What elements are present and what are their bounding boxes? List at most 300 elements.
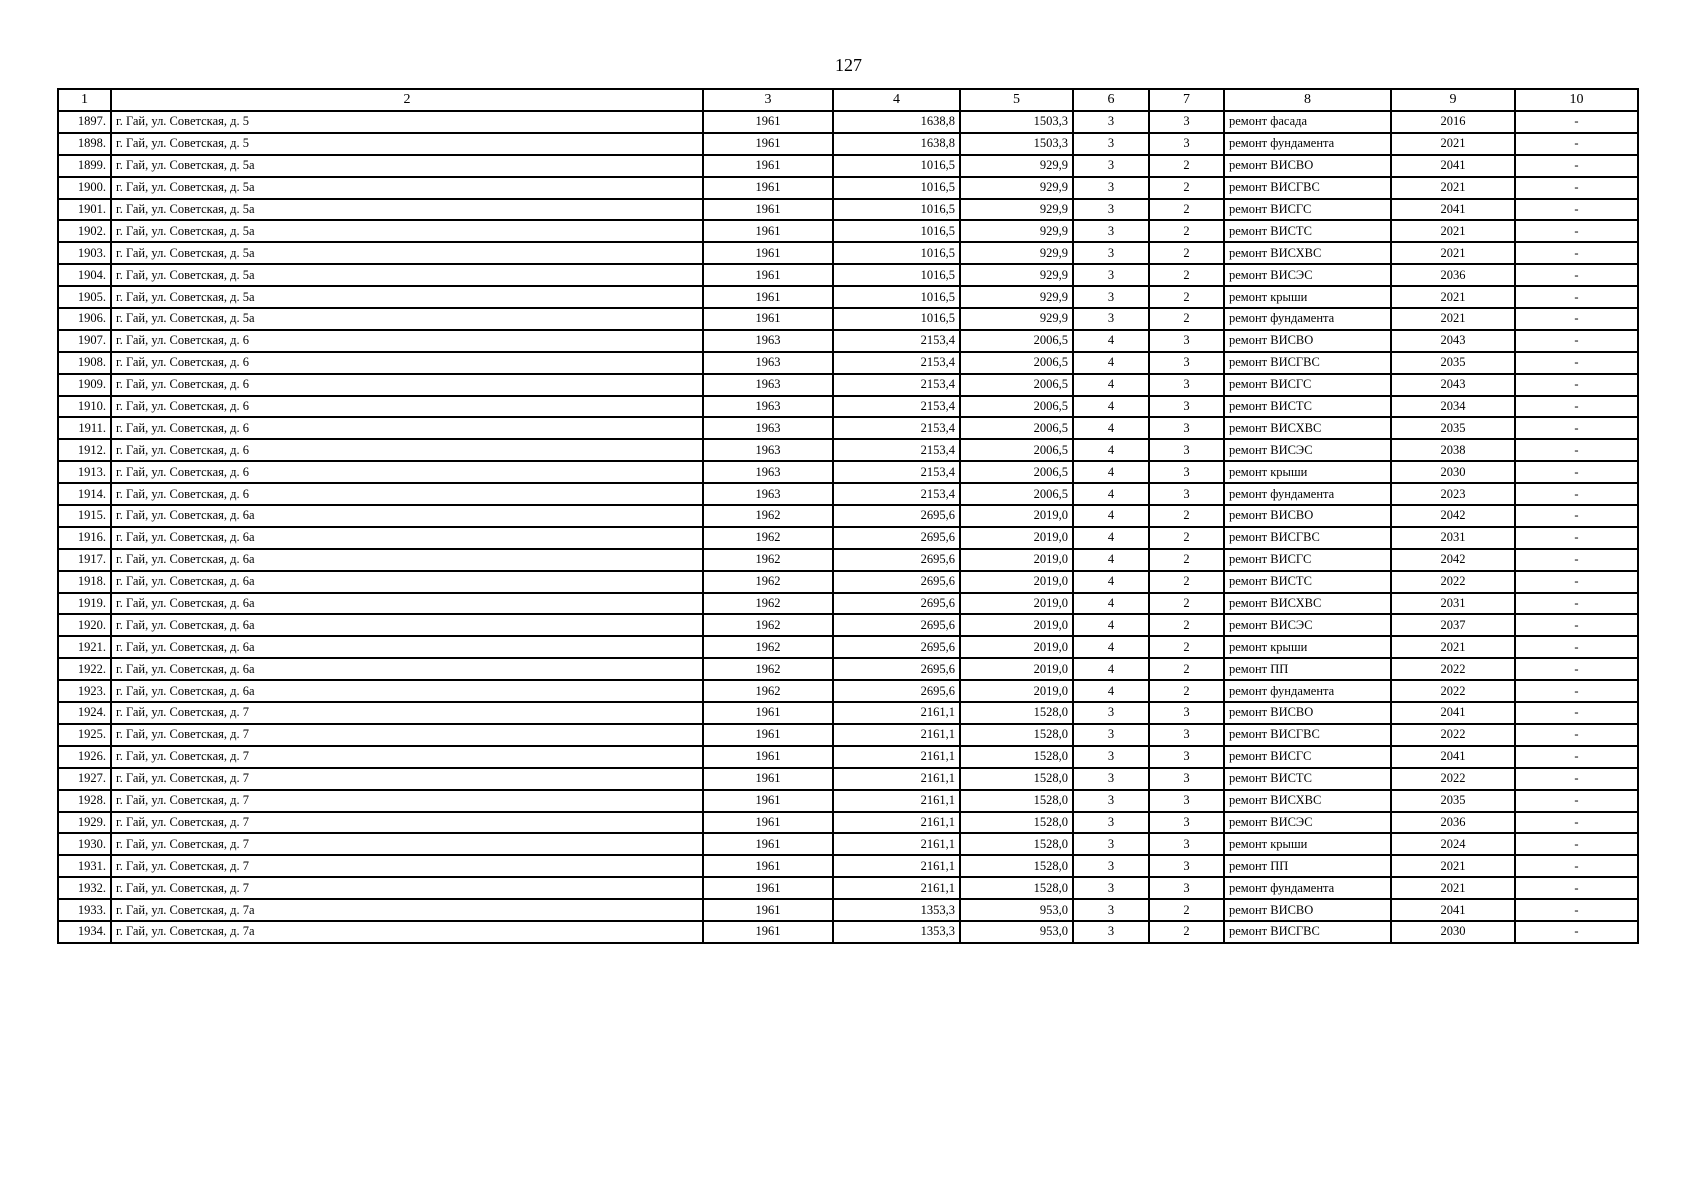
table-row xyxy=(58,527,1638,549)
row-number-cell: 1929. xyxy=(58,812,111,834)
planned-year-cell: 2021 xyxy=(1391,286,1515,308)
living-area-cell: 1528,0 xyxy=(960,812,1073,834)
floors-cell: 3 xyxy=(1073,133,1149,155)
row-number-cell: 1919. xyxy=(58,593,111,615)
row-number-cell: 1904. xyxy=(58,264,111,286)
floors-cell: 4 xyxy=(1073,549,1149,571)
address-cell: г. Гай, ул. Советская, д. 6а xyxy=(111,549,703,571)
address-cell: г. Гай, ул. Советская, д. 5а xyxy=(111,264,703,286)
work-type-cell: ремонт фундамента xyxy=(1224,133,1391,155)
note-cell: - xyxy=(1515,220,1638,242)
living-area-cell: 2019,0 xyxy=(960,680,1073,702)
row-number-cell: 1908. xyxy=(58,352,111,374)
row-number-cell: 1931. xyxy=(58,855,111,877)
planned-year-cell: 2041 xyxy=(1391,155,1515,177)
living-area-cell: 2019,0 xyxy=(960,505,1073,527)
entrances-cell: 3 xyxy=(1149,855,1224,877)
living-area-cell: 929,9 xyxy=(960,264,1073,286)
address-cell: г. Гай, ул. Советская, д. 6 xyxy=(111,396,703,418)
entrances-cell: 2 xyxy=(1149,199,1224,221)
note-cell: - xyxy=(1515,527,1638,549)
year-built-cell: 1962 xyxy=(703,658,833,680)
floors-cell: 3 xyxy=(1073,724,1149,746)
table-row xyxy=(58,833,1638,855)
address-cell: г. Гай, ул. Советская, д. 5а xyxy=(111,286,703,308)
living-area-cell: 2006,5 xyxy=(960,330,1073,352)
year-built-cell: 1961 xyxy=(703,921,833,943)
total-area-cell: 2695,6 xyxy=(833,549,960,571)
table-row xyxy=(58,111,1638,133)
year-built-cell: 1961 xyxy=(703,746,833,768)
note-cell: - xyxy=(1515,177,1638,199)
planned-year-cell: 2022 xyxy=(1391,658,1515,680)
floors-cell: 4 xyxy=(1073,396,1149,418)
row-number-cell: 1910. xyxy=(58,396,111,418)
column-header: 5 xyxy=(960,89,1073,111)
total-area-cell: 2153,4 xyxy=(833,461,960,483)
year-built-cell: 1961 xyxy=(703,308,833,330)
address-cell: г. Гай, ул. Советская, д. 6 xyxy=(111,461,703,483)
work-type-cell: ремонт ВИСГС xyxy=(1224,549,1391,571)
entrances-cell: 2 xyxy=(1149,286,1224,308)
row-number-cell: 1934. xyxy=(58,921,111,943)
row-number-cell: 1932. xyxy=(58,877,111,899)
living-area-cell: 2006,5 xyxy=(960,439,1073,461)
living-area-cell: 2019,0 xyxy=(960,527,1073,549)
row-number-cell: 1897. xyxy=(58,111,111,133)
row-number-cell: 1900. xyxy=(58,177,111,199)
living-area-cell: 1528,0 xyxy=(960,768,1073,790)
living-area-cell: 2006,5 xyxy=(960,461,1073,483)
living-area-cell: 2006,5 xyxy=(960,417,1073,439)
address-cell: г. Гай, ул. Советская, д. 6а xyxy=(111,527,703,549)
row-number-cell: 1898. xyxy=(58,133,111,155)
total-area-cell: 1016,5 xyxy=(833,286,960,308)
entrances-cell: 3 xyxy=(1149,746,1224,768)
table-body xyxy=(58,111,1638,943)
planned-year-cell: 2030 xyxy=(1391,921,1515,943)
year-built-cell: 1961 xyxy=(703,199,833,221)
row-number-cell: 1915. xyxy=(58,505,111,527)
note-cell: - xyxy=(1515,396,1638,418)
total-area-cell: 2153,4 xyxy=(833,439,960,461)
living-area-cell: 953,0 xyxy=(960,899,1073,921)
planned-year-cell: 2016 xyxy=(1391,111,1515,133)
address-cell: г. Гай, ул. Советская, д. 6 xyxy=(111,352,703,374)
work-type-cell: ремонт крыши xyxy=(1224,286,1391,308)
table-row xyxy=(58,220,1638,242)
floors-cell: 3 xyxy=(1073,220,1149,242)
year-built-cell: 1962 xyxy=(703,571,833,593)
table-row xyxy=(58,658,1638,680)
table-row xyxy=(58,636,1638,658)
living-area-cell: 2006,5 xyxy=(960,352,1073,374)
row-number-cell: 1920. xyxy=(58,614,111,636)
note-cell: - xyxy=(1515,549,1638,571)
entrances-cell: 3 xyxy=(1149,724,1224,746)
year-built-cell: 1963 xyxy=(703,330,833,352)
entrances-cell: 3 xyxy=(1149,133,1224,155)
column-header: 3 xyxy=(703,89,833,111)
address-cell: г. Гай, ул. Советская, д. 5а xyxy=(111,220,703,242)
table-row xyxy=(58,461,1638,483)
year-built-cell: 1961 xyxy=(703,286,833,308)
note-cell: - xyxy=(1515,593,1638,615)
entrances-cell: 3 xyxy=(1149,768,1224,790)
year-built-cell: 1961 xyxy=(703,899,833,921)
total-area-cell: 2153,4 xyxy=(833,417,960,439)
planned-year-cell: 2021 xyxy=(1391,220,1515,242)
table-row xyxy=(58,374,1638,396)
note-cell: - xyxy=(1515,855,1638,877)
living-area-cell: 1528,0 xyxy=(960,702,1073,724)
table-row xyxy=(58,593,1638,615)
row-number-cell: 1901. xyxy=(58,199,111,221)
row-number-cell: 1930. xyxy=(58,833,111,855)
column-header: 10 xyxy=(1515,89,1638,111)
planned-year-cell: 2041 xyxy=(1391,899,1515,921)
floors-cell: 3 xyxy=(1073,855,1149,877)
entrances-cell: 2 xyxy=(1149,527,1224,549)
work-type-cell: ремонт ВИСВО xyxy=(1224,505,1391,527)
address-cell: г. Гай, ул. Советская, д. 5а xyxy=(111,155,703,177)
planned-year-cell: 2041 xyxy=(1391,702,1515,724)
address-cell: г. Гай, ул. Советская, д. 7 xyxy=(111,724,703,746)
work-type-cell: ремонт ВИСГВС xyxy=(1224,352,1391,374)
total-area-cell: 2153,4 xyxy=(833,396,960,418)
address-cell: г. Гай, ул. Советская, д. 7 xyxy=(111,746,703,768)
entrances-cell: 2 xyxy=(1149,899,1224,921)
entrances-cell: 2 xyxy=(1149,658,1224,680)
work-type-cell: ремонт ВИСТС xyxy=(1224,571,1391,593)
table-row xyxy=(58,439,1638,461)
floors-cell: 3 xyxy=(1073,242,1149,264)
column-header: 1 xyxy=(58,89,111,111)
work-type-cell: ремонт ВИСХВС xyxy=(1224,790,1391,812)
work-type-cell: ремонт ВИСВО xyxy=(1224,155,1391,177)
row-number-cell: 1921. xyxy=(58,636,111,658)
planned-year-cell: 2035 xyxy=(1391,352,1515,374)
entrances-cell: 3 xyxy=(1149,877,1224,899)
entrances-cell: 2 xyxy=(1149,921,1224,943)
floors-cell: 3 xyxy=(1073,702,1149,724)
floors-cell: 3 xyxy=(1073,264,1149,286)
entrances-cell: 2 xyxy=(1149,242,1224,264)
entrances-cell: 3 xyxy=(1149,812,1224,834)
total-area-cell: 1353,3 xyxy=(833,921,960,943)
table-row xyxy=(58,242,1638,264)
planned-year-cell: 2021 xyxy=(1391,636,1515,658)
floors-cell: 3 xyxy=(1073,286,1149,308)
floors-cell: 3 xyxy=(1073,308,1149,330)
floors-cell: 4 xyxy=(1073,571,1149,593)
living-area-cell: 929,9 xyxy=(960,155,1073,177)
floors-cell: 4 xyxy=(1073,439,1149,461)
entrances-cell: 2 xyxy=(1149,636,1224,658)
table-row xyxy=(58,308,1638,330)
planned-year-cell: 2024 xyxy=(1391,833,1515,855)
entrances-cell: 2 xyxy=(1149,614,1224,636)
floors-cell: 3 xyxy=(1073,921,1149,943)
note-cell: - xyxy=(1515,724,1638,746)
total-area-cell: 2695,6 xyxy=(833,680,960,702)
entrances-cell: 2 xyxy=(1149,549,1224,571)
planned-year-cell: 2043 xyxy=(1391,374,1515,396)
column-header: 9 xyxy=(1391,89,1515,111)
row-number-cell: 1909. xyxy=(58,374,111,396)
floors-cell: 4 xyxy=(1073,680,1149,702)
year-built-cell: 1963 xyxy=(703,439,833,461)
note-cell: - xyxy=(1515,921,1638,943)
total-area-cell: 2695,6 xyxy=(833,527,960,549)
total-area-cell: 1016,5 xyxy=(833,242,960,264)
row-number-cell: 1906. xyxy=(58,308,111,330)
floors-cell: 3 xyxy=(1073,768,1149,790)
total-area-cell: 2161,1 xyxy=(833,855,960,877)
note-cell: - xyxy=(1515,658,1638,680)
planned-year-cell: 2035 xyxy=(1391,417,1515,439)
entrances-cell: 2 xyxy=(1149,220,1224,242)
address-cell: г. Гай, ул. Советская, д. 7а xyxy=(111,921,703,943)
address-cell: г. Гай, ул. Советская, д. 7 xyxy=(111,768,703,790)
note-cell: - xyxy=(1515,746,1638,768)
address-cell: г. Гай, ул. Советская, д. 6 xyxy=(111,439,703,461)
table-row xyxy=(58,177,1638,199)
entrances-cell: 3 xyxy=(1149,833,1224,855)
total-area-cell: 2695,6 xyxy=(833,658,960,680)
address-cell: г. Гай, ул. Советская, д. 5а xyxy=(111,242,703,264)
year-built-cell: 1961 xyxy=(703,855,833,877)
row-number-cell: 1928. xyxy=(58,790,111,812)
total-area-cell: 2161,1 xyxy=(833,768,960,790)
table-row xyxy=(58,396,1638,418)
work-type-cell: ремонт ВИСТС xyxy=(1224,396,1391,418)
row-number-cell: 1912. xyxy=(58,439,111,461)
entrances-cell: 3 xyxy=(1149,790,1224,812)
planned-year-cell: 2021 xyxy=(1391,242,1515,264)
note-cell: - xyxy=(1515,680,1638,702)
table-row xyxy=(58,614,1638,636)
year-built-cell: 1962 xyxy=(703,527,833,549)
table-row xyxy=(58,724,1638,746)
work-type-cell: ремонт фундамента xyxy=(1224,680,1391,702)
living-area-cell: 1528,0 xyxy=(960,833,1073,855)
total-area-cell: 1016,5 xyxy=(833,220,960,242)
note-cell: - xyxy=(1515,483,1638,505)
floors-cell: 3 xyxy=(1073,812,1149,834)
row-number-cell: 1907. xyxy=(58,330,111,352)
total-area-cell: 1016,5 xyxy=(833,177,960,199)
table-row xyxy=(58,264,1638,286)
note-cell: - xyxy=(1515,242,1638,264)
table-row xyxy=(58,417,1638,439)
living-area-cell: 2006,5 xyxy=(960,483,1073,505)
entrances-cell: 3 xyxy=(1149,483,1224,505)
entrances-cell: 2 xyxy=(1149,308,1224,330)
total-area-cell: 2153,4 xyxy=(833,483,960,505)
floors-cell: 3 xyxy=(1073,899,1149,921)
floors-cell: 4 xyxy=(1073,352,1149,374)
work-type-cell: ремонт фундамента xyxy=(1224,877,1391,899)
note-cell: - xyxy=(1515,330,1638,352)
address-cell: г. Гай, ул. Советская, д. 7 xyxy=(111,877,703,899)
table-row xyxy=(58,133,1638,155)
table-row xyxy=(58,505,1638,527)
note-cell: - xyxy=(1515,439,1638,461)
planned-year-cell: 2023 xyxy=(1391,483,1515,505)
row-number-cell: 1911. xyxy=(58,417,111,439)
address-cell: г. Гай, ул. Советская, д. 6а xyxy=(111,505,703,527)
planned-year-cell: 2034 xyxy=(1391,396,1515,418)
note-cell: - xyxy=(1515,308,1638,330)
entrances-cell: 3 xyxy=(1149,396,1224,418)
planned-year-cell: 2041 xyxy=(1391,746,1515,768)
floors-cell: 4 xyxy=(1073,330,1149,352)
entrances-cell: 2 xyxy=(1149,177,1224,199)
year-built-cell: 1961 xyxy=(703,768,833,790)
living-area-cell: 2019,0 xyxy=(960,636,1073,658)
work-type-cell: ремонт ВИСГВС xyxy=(1224,921,1391,943)
table-row xyxy=(58,155,1638,177)
row-number-cell: 1918. xyxy=(58,571,111,593)
floors-cell: 4 xyxy=(1073,658,1149,680)
year-built-cell: 1962 xyxy=(703,549,833,571)
row-number-cell: 1917. xyxy=(58,549,111,571)
address-cell: г. Гай, ул. Советская, д. 6а xyxy=(111,614,703,636)
living-area-cell: 929,9 xyxy=(960,177,1073,199)
work-type-cell: ремонт крыши xyxy=(1224,461,1391,483)
work-type-cell: ремонт ВИСХВС xyxy=(1224,593,1391,615)
floors-cell: 4 xyxy=(1073,636,1149,658)
address-cell: г. Гай, ул. Советская, д. 5 xyxy=(111,133,703,155)
floors-cell: 3 xyxy=(1073,833,1149,855)
entrances-cell: 3 xyxy=(1149,330,1224,352)
work-type-cell: ремонт ВИСГВС xyxy=(1224,177,1391,199)
address-cell: г. Гай, ул. Советская, д. 5а xyxy=(111,308,703,330)
work-type-cell: ремонт ВИСГВС xyxy=(1224,527,1391,549)
work-type-cell: ремонт ВИСВО xyxy=(1224,330,1391,352)
table-row xyxy=(58,330,1638,352)
entrances-cell: 3 xyxy=(1149,374,1224,396)
floors-cell: 3 xyxy=(1073,155,1149,177)
table-row xyxy=(58,768,1638,790)
work-type-cell: ремонт ВИСГС xyxy=(1224,199,1391,221)
floors-cell: 3 xyxy=(1073,177,1149,199)
planned-year-cell: 2021 xyxy=(1391,308,1515,330)
row-number-cell: 1933. xyxy=(58,899,111,921)
entrances-cell: 3 xyxy=(1149,352,1224,374)
note-cell: - xyxy=(1515,352,1638,374)
total-area-cell: 2161,1 xyxy=(833,746,960,768)
year-built-cell: 1963 xyxy=(703,461,833,483)
planned-year-cell: 2038 xyxy=(1391,439,1515,461)
year-built-cell: 1962 xyxy=(703,505,833,527)
planned-year-cell: 2036 xyxy=(1391,812,1515,834)
note-cell: - xyxy=(1515,264,1638,286)
living-area-cell: 1503,3 xyxy=(960,133,1073,155)
total-area-cell: 1638,8 xyxy=(833,111,960,133)
table-row xyxy=(58,899,1638,921)
note-cell: - xyxy=(1515,877,1638,899)
living-area-cell: 2019,0 xyxy=(960,549,1073,571)
table-row xyxy=(58,812,1638,834)
work-type-cell: ремонт ВИСТС xyxy=(1224,768,1391,790)
note-cell: - xyxy=(1515,790,1638,812)
table-row xyxy=(58,286,1638,308)
table-row xyxy=(58,483,1638,505)
note-cell: - xyxy=(1515,111,1638,133)
planned-year-cell: 2031 xyxy=(1391,527,1515,549)
year-built-cell: 1962 xyxy=(703,636,833,658)
total-area-cell: 2695,6 xyxy=(833,505,960,527)
note-cell: - xyxy=(1515,833,1638,855)
work-type-cell: ремонт ВИСВО xyxy=(1224,899,1391,921)
work-type-cell: ремонт ВИСГС xyxy=(1224,746,1391,768)
year-built-cell: 1961 xyxy=(703,242,833,264)
work-type-cell: ремонт крыши xyxy=(1224,833,1391,855)
page-number: 127 xyxy=(835,55,862,75)
floors-cell: 4 xyxy=(1073,417,1149,439)
note-cell: - xyxy=(1515,636,1638,658)
year-built-cell: 1961 xyxy=(703,133,833,155)
work-type-cell: ремонт ВИСХВС xyxy=(1224,242,1391,264)
entrances-cell: 3 xyxy=(1149,417,1224,439)
entrances-cell: 3 xyxy=(1149,111,1224,133)
note-cell: - xyxy=(1515,417,1638,439)
table-row xyxy=(58,877,1638,899)
total-area-cell: 1016,5 xyxy=(833,199,960,221)
year-built-cell: 1963 xyxy=(703,374,833,396)
table-row xyxy=(58,680,1638,702)
planned-year-cell: 2021 xyxy=(1391,877,1515,899)
total-area-cell: 2161,1 xyxy=(833,790,960,812)
floors-cell: 3 xyxy=(1073,111,1149,133)
living-area-cell: 2019,0 xyxy=(960,614,1073,636)
row-number-cell: 1902. xyxy=(58,220,111,242)
total-area-cell: 1638,8 xyxy=(833,133,960,155)
total-area-cell: 1016,5 xyxy=(833,264,960,286)
living-area-cell: 929,9 xyxy=(960,242,1073,264)
column-header: 4 xyxy=(833,89,960,111)
total-area-cell: 1353,3 xyxy=(833,899,960,921)
living-area-cell: 2019,0 xyxy=(960,593,1073,615)
table-row xyxy=(58,199,1638,221)
note-cell: - xyxy=(1515,133,1638,155)
living-area-cell: 953,0 xyxy=(960,921,1073,943)
floors-cell: 4 xyxy=(1073,593,1149,615)
total-area-cell: 2161,1 xyxy=(833,812,960,834)
work-type-cell: ремонт фундамента xyxy=(1224,483,1391,505)
row-number-cell: 1927. xyxy=(58,768,111,790)
row-number-cell: 1903. xyxy=(58,242,111,264)
column-header: 6 xyxy=(1073,89,1149,111)
floors-cell: 4 xyxy=(1073,527,1149,549)
row-number-cell: 1914. xyxy=(58,483,111,505)
column-header: 8 xyxy=(1224,89,1391,111)
floors-cell: 4 xyxy=(1073,374,1149,396)
row-number-cell: 1923. xyxy=(58,680,111,702)
note-cell: - xyxy=(1515,286,1638,308)
planned-year-cell: 2022 xyxy=(1391,680,1515,702)
address-cell: г. Гай, ул. Советская, д. 7а xyxy=(111,899,703,921)
table-row xyxy=(58,746,1638,768)
planned-year-cell: 2031 xyxy=(1391,593,1515,615)
year-built-cell: 1961 xyxy=(703,177,833,199)
address-cell: г. Гай, ул. Советская, д. 6а xyxy=(111,636,703,658)
total-area-cell: 2695,6 xyxy=(833,593,960,615)
note-cell: - xyxy=(1515,768,1638,790)
year-built-cell: 1963 xyxy=(703,352,833,374)
